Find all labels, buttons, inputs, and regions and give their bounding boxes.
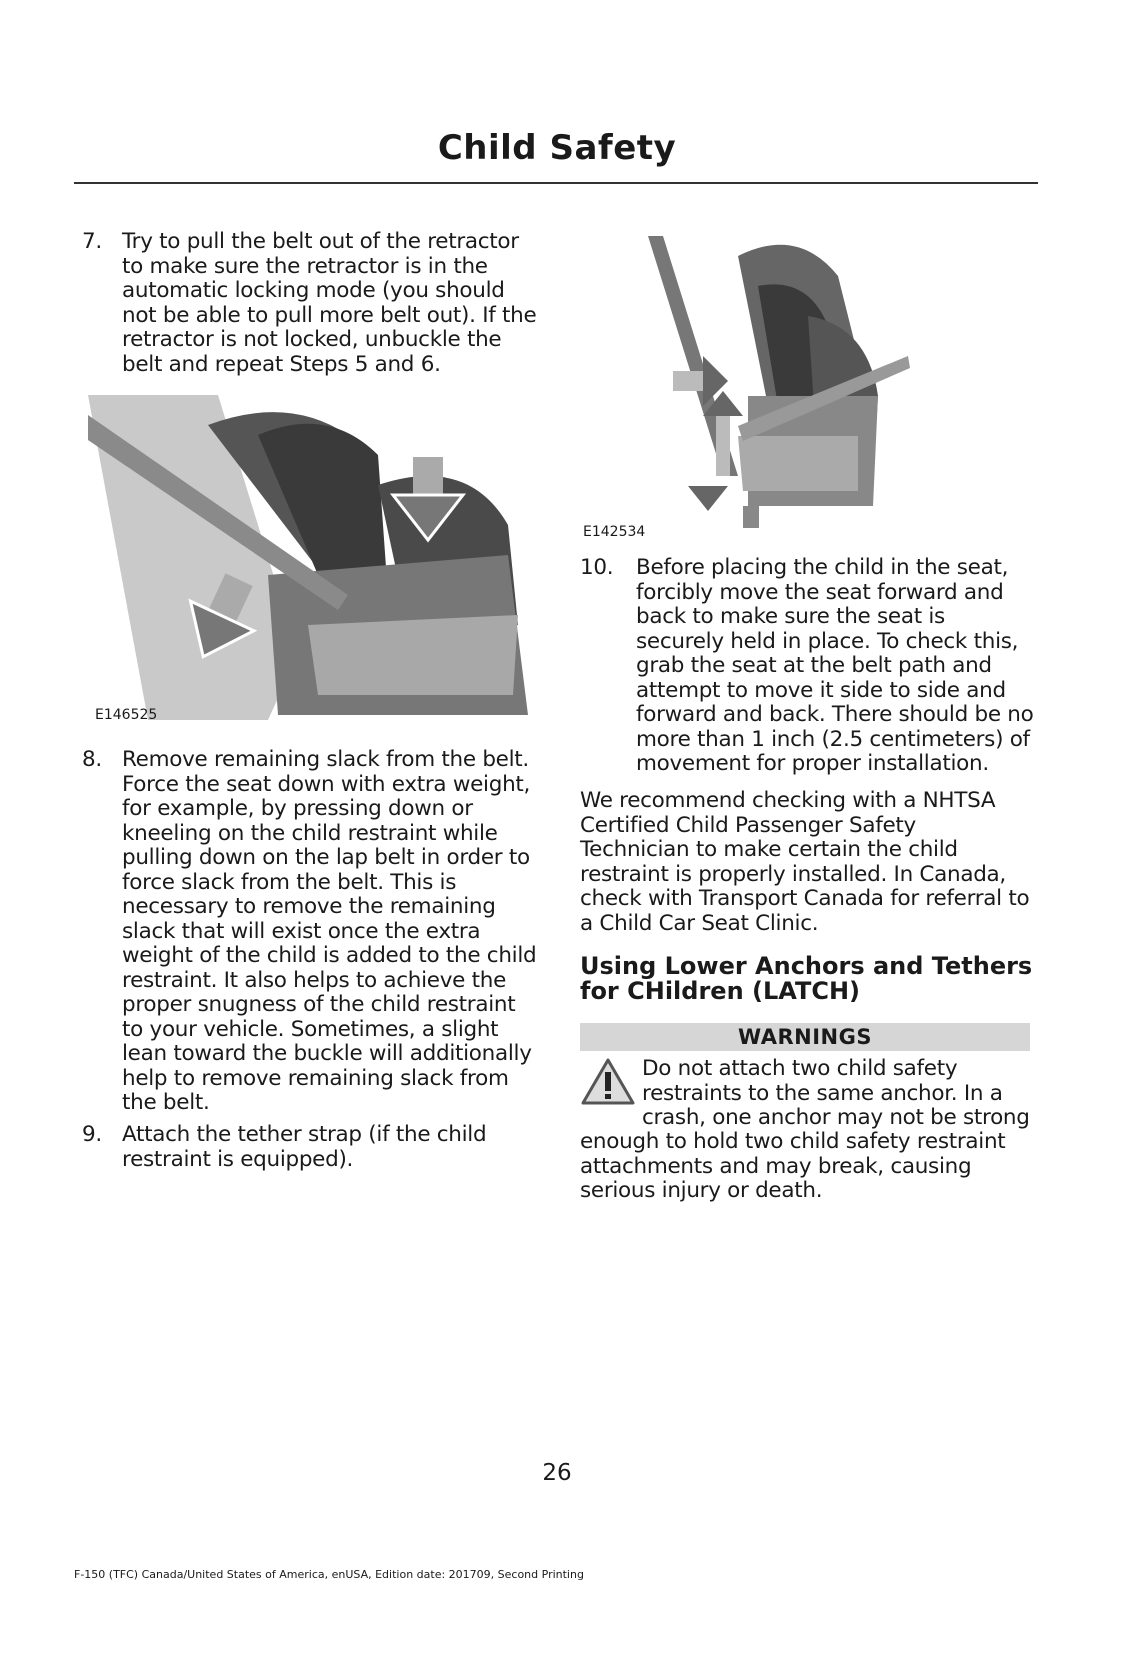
step-number: 10. [580,555,614,580]
step-text: Try to pull the belt out of the retractor to make sure the retractor is in the automatic locking mode (you should not be able to pull more belt out). If the retractor is not locked, unbuckle the belt and repeat Steps 5 and 6. [122,229,537,377]
edition-footer: F-150 (TFC) Canada/United States of America, enUSA, Edition date: 201709, Second Printing [74,1568,584,1581]
page-title: Child Safety [437,128,677,168]
warning-triangle-icon [580,1057,636,1107]
car-seat-illustration-move-seat [648,236,918,531]
warnings-header: WARNINGS [580,1023,1030,1051]
step-number: 9. [82,1122,102,1147]
step-number: 7. [82,229,102,254]
warning-text-continued: enough to hold two child safety restraint attachments and may break, causing serious injury or death. [580,1129,1006,1203]
page-number: 26 [542,1460,572,1486]
warning-text: Do not attach two child safety restraints to the same anchor. In a crash, one anchor may not be strong [642,1056,1030,1130]
step-text: Before placing the child in the seat, forcibly move the seat forward and back to make sure the seat is securely held in place. To check this, grab the seat at the belt path and attempt to move it side to side and forward and back. There should be no more than 1 inch (2.5 centimeters) of movement for proper installation. [636,555,1034,776]
car-seat-illustration-press-down [88,395,534,720]
step-number: 8. [82,747,102,772]
step-text: Attach the tether strap (if the child restraint is equipped). [122,1122,487,1172]
step-text: Remove remaining slack from the belt. Force the seat down with extra weight, for example, by pressing down or kneeling on the child restraint while pulling down on the lap belt in order to force slack from the belt. This is necessary to remove the remaining slack that will exist once the extra weight of the child is added to the child restraint. It also helps to achieve the proper snugness of the child restraint to your vehicle. Sometimes, a slight lean toward the buckle will additionally help to remove remaining slack from the belt. [122,747,537,1115]
recommendation-paragraph: We recommend checking with a NHTSA Certified Child Passenger Safety Technician to make certain the child restraint is properly installed. In Canada, check with Transport Canada for referral to a Child Car Seat Clinic. [580,788,1030,936]
title-divider [74,182,1038,184]
section-heading: Using Lower Anchors and Tethers for CHildren (LATCH) [580,952,1033,1005]
figure-id: E146525 [95,707,158,723]
figure-id: E142534 [583,524,646,540]
